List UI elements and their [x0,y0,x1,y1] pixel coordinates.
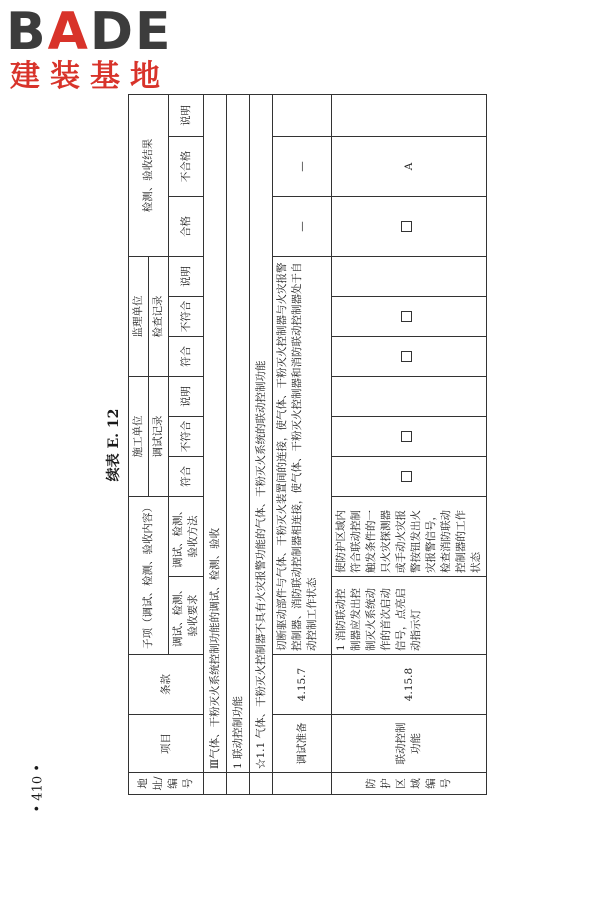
header-noncomply-1: 不符合 [169,417,204,457]
header-location: 地址/编号 [129,773,204,795]
logo-subtitle: 建装基地 [10,59,170,94]
section-row [250,94,273,794]
header-note-2: 说明 [169,256,204,296]
section-row [227,94,250,794]
checkbox-comply-2[interactable] [332,336,487,376]
checkbox-noncomply-2[interactable] [332,296,487,336]
checkbox-comply-1[interactable] [332,457,487,497]
acceptance-table [128,94,487,795]
debug-pass: — [273,196,332,256]
section-item: ☆1.1 气体、干粉灭火控制器不具有火灾报警功能的气体、干粉灭火系统的联动控制功能 [250,94,273,772]
rotated-page [100,95,540,795]
section-subtitle: 1 联动控制功能 [227,94,250,772]
table-row-debug [273,94,332,794]
checkbox-noncomply-1[interactable] [332,417,487,457]
bade-logo [6,4,176,94]
debug-clause: 4.15.7 [273,655,332,715]
header-supervision: 监理单位 [129,256,149,376]
zone-label: 防护区域编号 [332,773,487,795]
header-requirement: 调试、检测、验收要求 [169,577,204,655]
linkage-clause: 4.15.8 [332,655,487,715]
header-supervision-sub: 检查记录 [149,256,169,376]
header-noncomply-2: 不符合 [169,296,204,336]
debug-content: 切断驱动部件与气体、干粉灭火装置间的连接，使气体、干粉灭火控制器与火灾报警控制器、消防联动控制器相连接，使气体、干粉灭火控制器和消防联动控制器处于自动控制工作状态 [273,256,332,654]
header-pass: 合格 [169,196,204,256]
header-project: 项目 [129,715,204,773]
header-comply-1: 符合 [169,457,204,497]
linkage-fail: A [332,136,487,196]
header-sub-item: 子项（调试、检测、验收内容） [129,497,169,655]
header-note-1: 说明 [169,376,204,416]
checkbox-pass[interactable] [332,196,487,256]
header-method: 调试、检测、验收方法 [169,497,204,577]
page-number: • 410 • [30,764,46,813]
header-clause: 条款 [129,655,204,715]
linkage-method: 使防护区域内符合联动控制触发条件的一只火灾探测器或手动火灾报警按钮发出火灾报警信号，检查消防联动控制器的工作状态 [332,497,487,577]
page-title: 续表 E. 12 [106,408,122,482]
header-comply-2: 符合 [169,336,204,376]
header-note-3: 说明 [169,94,204,136]
section-row [204,94,227,794]
debug-project: 调试准备 [273,715,332,773]
linkage-requirement: 1 消防联动控制器应发出控制灭火系统动作的首次启动信号，点亮启动指示灯 [332,577,487,655]
header-construction: 施工单位 [129,376,149,496]
header-acceptance: 检测、验收结果 [129,94,169,256]
debug-fail: — [273,136,332,196]
header-row-1 [129,94,149,794]
table-row-linkage [332,94,487,794]
logo-wordmark: BADE [6,2,173,62]
section-title: Ⅲ气体、干粉灭火系统控制功能的调试、检测、验收 [204,94,227,772]
header-construction-sub: 调试记录 [149,376,169,496]
header-fail: 不合格 [169,136,204,196]
linkage-project: 联动控制功能 [332,715,487,773]
